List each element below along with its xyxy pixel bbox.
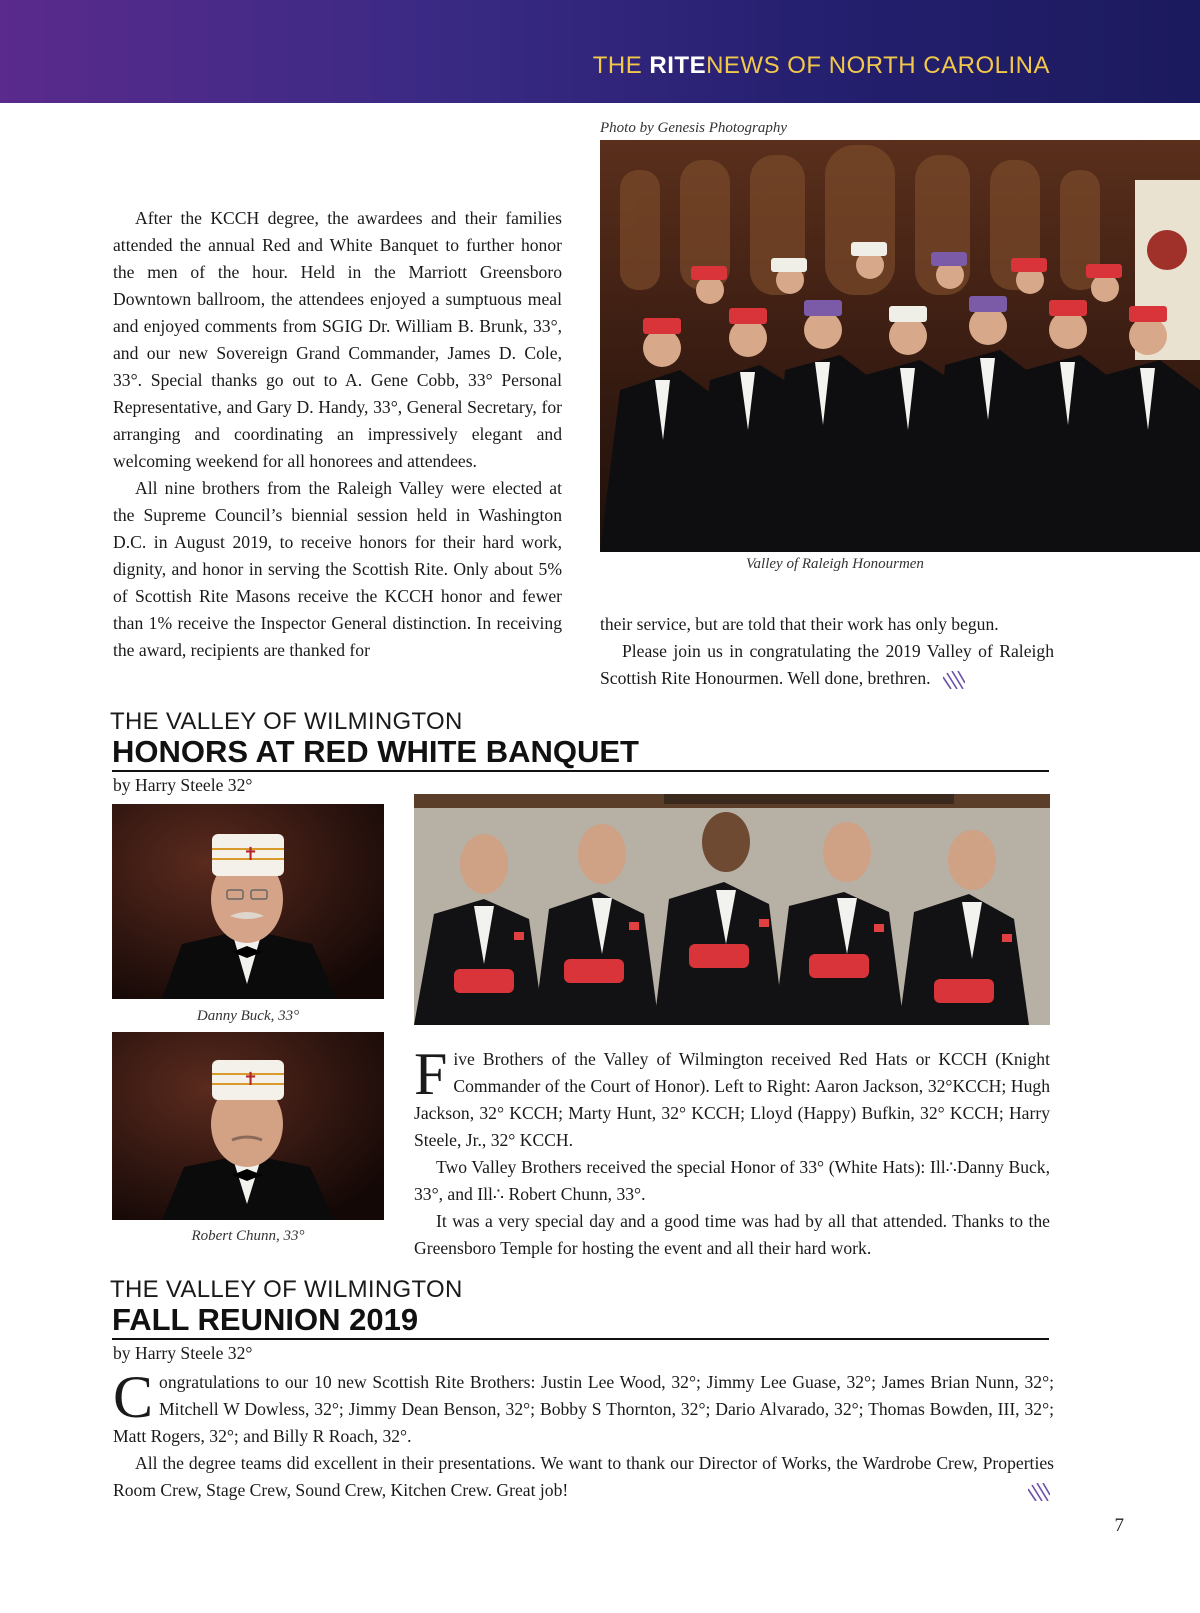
article2-paragraph: It was a very special day and a good time was had by all that attended. Thanks to the Greensboro Temple for hosting the event and all their hard work. [414, 1211, 1050, 1258]
article3-kicker: THE VALLEY OF WILMINGTON [110, 1276, 463, 1303]
photo-credit: Photo by Genesis Photography [600, 120, 788, 136]
raleigh-photo-caption: Valley of Raleigh Honourmen [746, 556, 924, 572]
svg-text:✝: ✝ [243, 844, 259, 865]
wilmington-group-photo [414, 794, 1050, 1025]
hatched-end-mark-icon [1028, 1483, 1050, 1501]
masthead-prefix: THE [592, 52, 650, 79]
article2-paragraph-text: ive Brothers of the Valley of Wilmington received Red Hats or KCCH (Knight Commander of the Court of Honor). Left to Right: Aaron Jackson, 32°KCCH; Hugh Jackson, 32° KCCH; Marty Hunt, 32° KCCH; Lloyd (Happy) Bufkin, 32° KCCH; Harry Steele, Jr., 32° KCCH. [414, 1049, 1050, 1150]
article2-dropcap: F [414, 1041, 448, 1107]
masthead-rite: RITE [649, 52, 707, 79]
article1-continuation: their service, but are told that their work has only begun. [600, 614, 999, 634]
article2-byline: by Harry Steele 32° [113, 775, 253, 795]
article1-paragraph: After the KCCH degree, the awardees and their families attended the annual Red and White Banquet to further honor the men of the hour. Held in the Marriott Greensboro Downtown ballroom, the attendees enjoyed a sumptuous meal and enjoyed comments from SGIG Dr. William B. Brunk, 33°, and our new Sovereign Grand Commander, James D. Cole, 33°. Special thanks go out to A. Gene Cobb, 33° Personal Representative, and Gary D. Handy, 33°, General Secretary, for arranging and coordinating an impressively elegant and welcoming weekend for all honorees and attendees. [113, 208, 562, 471]
page-number: 7 [1114, 1515, 1124, 1536]
danny-buck-caption: Danny Buck, 33° [196, 1008, 300, 1024]
article2-headline: HONORS AT RED WHITE BANQUET [112, 734, 1049, 772]
article1-left-column [113, 205, 562, 664]
article3-paragraph [113, 1364, 1054, 1450]
raleigh-group-photo [600, 140, 1200, 552]
article2-kicker: THE VALLEY OF WILMINGTON [110, 708, 463, 735]
article1-paragraph: All nine brothers from the Raleigh Valley were elected at the Supreme Council’s biennial session held in Washington D.C. in August 2019, to receive honors for their hard work, dignity, and honor in serving the Scottish Rite. Only about 5% of Scottish Rite Masons receive the KCCH honor and fewer than 1% receive the Inspector General distinction. In receiving the award, recipients are thanked for [113, 478, 562, 660]
article2-paragraph: Two Valley Brothers received the special Honor of 33° (White Hats): Ill∴Danny Buck, 33°, and Ill∴ Robert Chunn, 33°. [414, 1157, 1050, 1204]
masthead-title [593, 52, 1050, 80]
svg-text:✝: ✝ [243, 1069, 259, 1090]
article1-closing-text: Please join us in congratulating the 2019 Valley of Raleigh Scottish Rite Honourmen. Well done, brethren. [600, 641, 1054, 688]
masthead-suffix: NEWS OF NORTH CAROLINA [706, 52, 1050, 79]
article2-paragraph [414, 1041, 1050, 1154]
article3-body [113, 1364, 1054, 1504]
robert-chunn-caption: Robert Chunn, 33° [191, 1228, 305, 1244]
hatched-end-mark-icon [943, 671, 965, 689]
danny-buck-portrait [112, 804, 384, 999]
article1-right-column [600, 611, 1054, 692]
article3-paragraph-text: All the degree teams did excellent in their presentations. We want to thank our Director of Works, the Wardrobe Crew, Properties Room Crew, Stage Crew, Sound Crew, Kitchen Crew. Great job! [113, 1453, 1054, 1500]
article3-dropcap: C [113, 1364, 154, 1430]
article3-byline: by Harry Steele 32° [113, 1343, 253, 1363]
article3-headline: FALL REUNION 2019 [112, 1302, 1049, 1340]
article3-paragraph [113, 1450, 1054, 1504]
article2-body [414, 1041, 1050, 1262]
robert-chunn-portrait [112, 1032, 384, 1220]
article1-closing-paragraph [600, 638, 1054, 692]
article3-paragraph-text: ongratulations to our 10 new Scottish Rite Brothers: Justin Lee Wood, 32°; Jimmy Lee Guase, 32°; James Brian Nunn, 32°; Mitchell W Dowless, 32°; Jimmy Dean Benson, 32°; Bobby S Thornton, 32°; Dario Alvarado, 32°; Thomas Bowden, III, 32°; Matt Rogers, 32°; and Billy R Roach, 32°. [113, 1372, 1054, 1446]
